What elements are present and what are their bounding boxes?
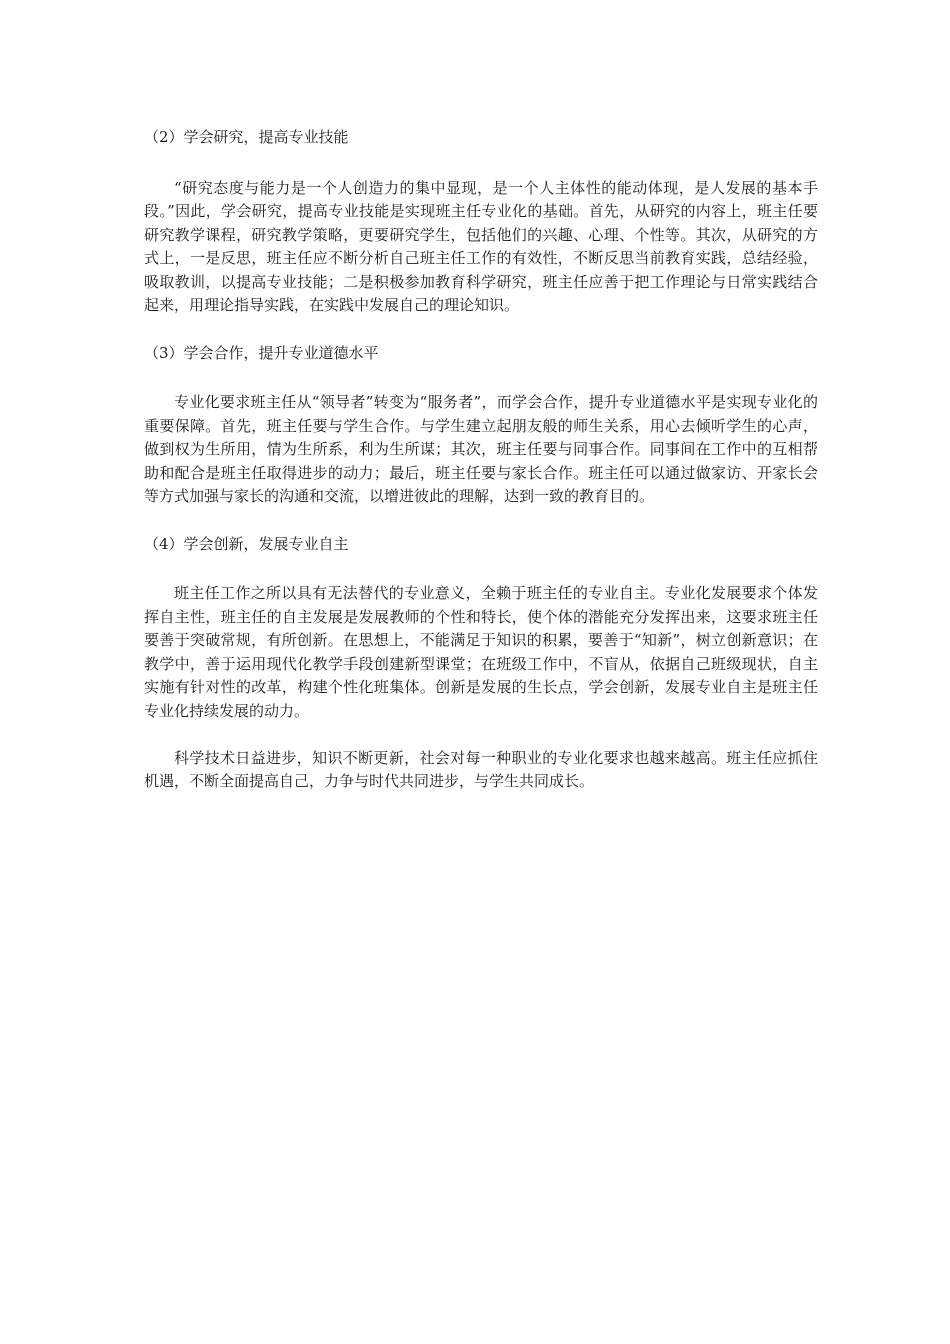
- section-paragraph-innovation: 班主任工作之所以具有无法替代的专业意义，全赖于班主任的专业自主。专业化发展要求个体发挥自主性，班主任的自主发展是发展教师的个性和特长，使个体的潜能充分发挥出来，这要求班主任要善于突破常规，有所创新。在思想上，不能满足于知识的积累，要善于“知新”，树立创新意识；在教学中，善于运用现代化教学手段创建新型课堂；在班级工作中，不盲从，依据自己班级现状，自主实施有针对性的改革，构建个性化班集体。创新是发展的生长点，学会创新，发展专业自主是班主任专业化持续发展的动力。: [144, 584, 818, 720]
- document-body: [144, 126, 818, 794]
- section-paragraph-research: “研究态度与能力是一个人创造力的集中显现，是一个人主体性的能动体现，是人发展的基本手段。”因此，学会研究，提高专业技能是实现班主任专业化的基础。首先，从研究的内容上，班主任要研究教学课程，研究教学策略，更要研究学生，包括他们的兴趣、心理、个性等。其次，从研究的方式上，一是反思，班主任应不断分析自己班主任工作的有效性，不断反思当前教育实践，总结经验，吸取教训，以提高专业技能；二是积极参加教育科学研究，班主任应善于把工作理论与日常实践结合起来，用理论指导实践，在实践中发展自己的理论知识。: [144, 179, 818, 315]
- section-heading-innovation: （4）学会创新，发展专业自主: [144, 535, 349, 554]
- section-paragraph-cooperation: 专业化要求班主任从“领导者”转变为“服务者”，而学会合作，提升专业道德水平是实现专业化的重要保障。首先，班主任要与学生合作。与学生建立起朋友般的师生关系，用心去倾听学生的心声，做到权为生所用，情为生所系，利为生所谋；其次，班主任要与同事合作。同事间在工作中的互相帮助和配合是班主任取得进步的动力；最后，班主任要与家长合作。班主任可以通过做家访、开家长会等方式加强与家长的沟通和交流，以增进彼此的理解，达到一致的教育目的。: [144, 393, 818, 506]
- conclusion-paragraph: 科学技术日益进步，知识不断更新，社会对每一种职业的专业化要求也越来越高。班主任应抓住机遇，不断全面提高自己，力争与时代共同进步，与学生共同成长。: [144, 748, 818, 791]
- section-heading-cooperation: （3）学会合作，提升专业道德水平: [144, 344, 379, 363]
- section-heading-research: （2）学会研究，提高专业技能: [144, 128, 349, 146]
